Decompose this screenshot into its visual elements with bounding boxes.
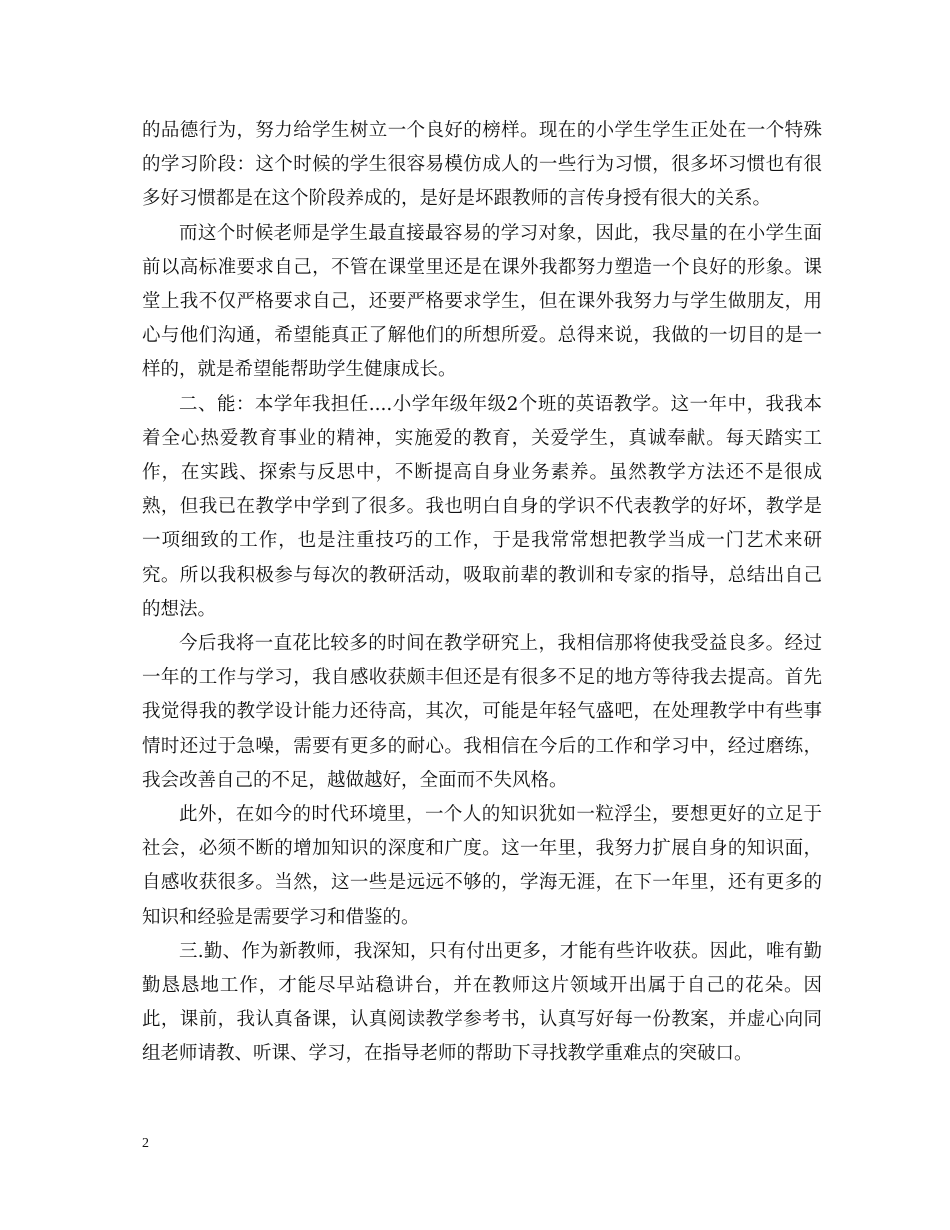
paragraph-continued: 的品德行为，努力给学生树立一个良好的榜样。现在的小学生学生正处在一个特殊的学习阶段：这个时候的学生很容易模仿成人的一些行为习惯，很多坏习惯也有很多好习惯都是在这个阶段养成的，是好是坏跟教师的言传身授有很大的关系。 bbox=[142, 120, 822, 210]
paragraph-future-research: 今后我将一直花比较多的时间在教学研究上，我相信那将使我受益良多。经过一年的工作与学习，我自感收获颇丰但还是有很多不足的地方等待我去提高。首先我觉得我的教学设计能力还待高，其次，可能是年轻气盛吧，在处理教学中有些事情时还过于急噪，需要有更多的耐心。我相信在今后的工作和学习中，经过磨练，我会改善自己的不足，越做越好，全面而不失风格。 bbox=[142, 633, 822, 791]
paragraph-ability: 二、能：本学年我担任....小学年级年级2个班的英语教学。这一年中，我我本着全心热爱教育事业的精神，实施爱的教育，关爱学生，真诚奉献。每天踏实工作，在实践、探索与反思中，不断提高自身业务素养。虽然教学方法还不是很成熟，但我已在教学中学到了很多。我也明白自身的学识不代表教学的好坏，教学是一项细致的工作，也是注重技巧的工作，于是我常常想把教学当成一门艺术来研究。所以我积极参与每次的教研活动，吸取前辈的教训和专家的指导，总结出自己的想法。 bbox=[142, 393, 822, 620]
paragraph-knowledge: 此外，在如今的时代环境里，一个人的知识犹如一粒浮尘，要想更好的立足于社会，必须不断的增加知识的深度和广度。这一年里，我努力扩展自身的知识面，自感收获很多。当然，这一些是远远不够的，学海无涯，在下一年里，还有更多的知识和经验是需要学习和借鉴的。 bbox=[142, 804, 822, 928]
page-number: 2 bbox=[142, 1136, 149, 1151]
document-body bbox=[142, 114, 822, 1072]
paragraph-role-model: 而这个时候老师是学生最直接最容易的学习对象，因此，我尽量的在小学生面前以高标准要求自己，不管在课堂里还是在课外我都努力塑造一个良好的形象。课堂上我不仅严格要求自己，还要严格要求学生，但在课外我努力与学生做朋友，用心与他们沟通，希望能真正了解他们的所想所爱。总得来说，我做的一切目的是一样的，就是希望能帮助学生健康成长。 bbox=[142, 222, 822, 381]
paragraph-diligence: 三.勤、作为新教师，我深知，只有付出更多，才能有些许收获。因此，唯有勤勤恳恳地工作，才能尽早站稳讲台，并在教师这片领域开出属于自己的花朵。因此，课前，我认真备课，认真阅读教学参考书，认真写好每一份教案，并虚心向同组老师请教、听课、学习，在指导老师的帮助下寻找教学重难点的突破口。 bbox=[142, 940, 822, 1065]
